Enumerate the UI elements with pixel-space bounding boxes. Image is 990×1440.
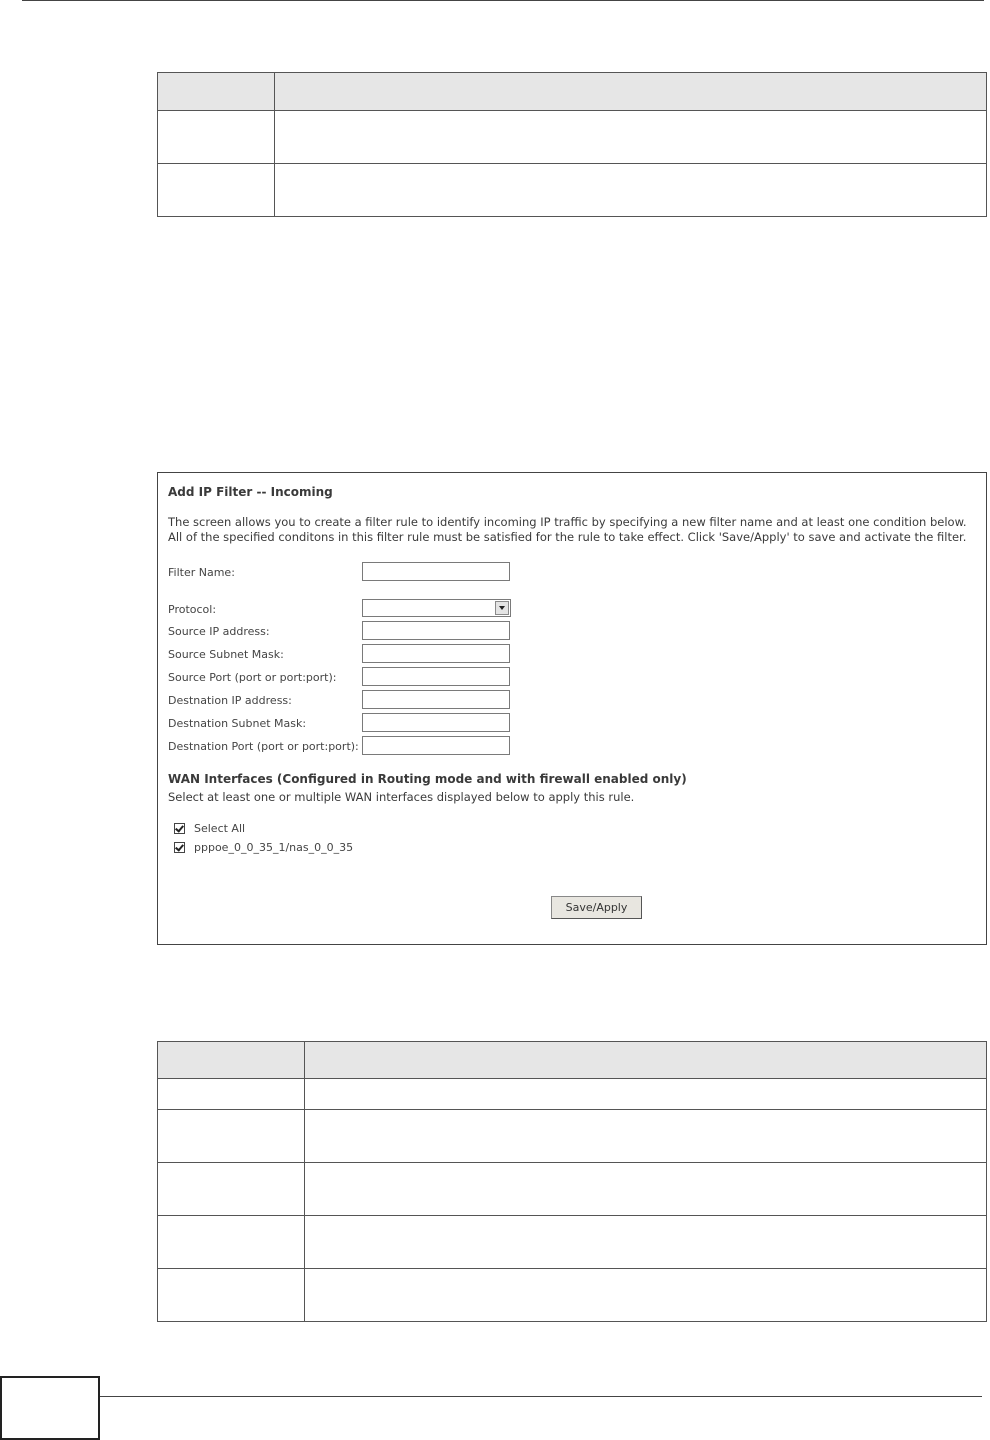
source-subnet-mask-input[interactable] bbox=[362, 644, 510, 663]
select-all-checkbox[interactable] bbox=[174, 823, 185, 834]
destination-subnet-mask-input[interactable] bbox=[362, 713, 510, 732]
source-port-label: Source Port (port or port:port): bbox=[168, 671, 337, 684]
table-cell bbox=[158, 1163, 305, 1216]
screen-description: The screen allows you to create a filter rule to identify incoming IP traffic by specifying a new filter name and at least one condition below. All of the specified conditons in this filter rule must be satisfied for the rule to take effect. Click 'Save/Apply' to save and activate the filter. bbox=[168, 515, 967, 544]
table-row bbox=[158, 164, 987, 217]
checkmark-icon bbox=[175, 842, 184, 851]
table-header-cell bbox=[275, 73, 987, 111]
table-row bbox=[158, 111, 987, 164]
table-cell bbox=[275, 164, 987, 217]
wan-interfaces-description: Select at least one or multiple WAN interfaces displayed below to apply this rule. bbox=[168, 790, 635, 804]
table-header-cell bbox=[305, 1042, 987, 1079]
table-cell bbox=[158, 1079, 305, 1110]
wan-interface-label: pppoe_0_0_35_1/nas_0_0_35 bbox=[194, 841, 354, 854]
source-ip-input[interactable] bbox=[362, 621, 510, 640]
filter-name-label: Filter Name: bbox=[168, 566, 235, 579]
destination-ip-input[interactable] bbox=[362, 690, 510, 709]
select-all-label: Select All bbox=[194, 822, 246, 835]
table-cell bbox=[305, 1079, 987, 1110]
destination-subnet-mask-label: Destnation Subnet Mask: bbox=[168, 717, 307, 730]
screen-title: Add IP Filter -- Incoming bbox=[168, 485, 333, 499]
source-subnet-mask-label: Source Subnet Mask: bbox=[168, 648, 284, 661]
table-cell bbox=[305, 1110, 987, 1163]
table-header-row bbox=[158, 1042, 987, 1079]
wan-interface-checkbox[interactable] bbox=[174, 842, 185, 853]
destination-port-label: Destnation Port (port or port:port): bbox=[168, 740, 359, 753]
table-cell bbox=[158, 1216, 305, 1269]
table-header-row bbox=[158, 73, 987, 111]
destination-ip-label: Destnation IP address: bbox=[168, 694, 292, 707]
checkmark-icon bbox=[175, 823, 184, 832]
protocol-select[interactable] bbox=[362, 599, 511, 617]
save-apply-button[interactable]: Save/Apply bbox=[551, 896, 642, 919]
reference-table-top bbox=[157, 72, 987, 217]
source-port-input[interactable] bbox=[362, 667, 510, 686]
table-cell bbox=[275, 111, 987, 164]
table-cell bbox=[158, 1269, 305, 1322]
table-row bbox=[158, 1110, 987, 1163]
table-row bbox=[158, 1163, 987, 1216]
table-row bbox=[158, 1216, 987, 1269]
table-cell bbox=[158, 1110, 305, 1163]
wan-interfaces-title: WAN Interfaces (Configured in Routing mode and with firewall enabled only) bbox=[168, 772, 687, 786]
table-row bbox=[158, 1079, 987, 1110]
table-cell bbox=[305, 1269, 987, 1322]
table-header-cell bbox=[158, 73, 275, 111]
destination-port-input[interactable] bbox=[362, 736, 510, 755]
filter-name-input[interactable] bbox=[362, 562, 510, 581]
source-ip-label: Source IP address: bbox=[168, 625, 270, 638]
protocol-label: Protocol: bbox=[168, 603, 217, 616]
table-cell bbox=[305, 1163, 987, 1216]
footer-rule bbox=[100, 1396, 982, 1397]
page-number-box bbox=[0, 1376, 100, 1440]
table-cell bbox=[305, 1216, 987, 1269]
chevron-down-icon[interactable] bbox=[495, 601, 509, 615]
table-header-cell bbox=[158, 1042, 305, 1079]
table-cell bbox=[158, 164, 275, 217]
reference-table-bottom bbox=[157, 1041, 987, 1322]
table-cell bbox=[158, 111, 275, 164]
add-ip-filter-screen bbox=[157, 472, 987, 945]
table-row bbox=[158, 1269, 987, 1322]
header-rule bbox=[22, 0, 984, 1]
